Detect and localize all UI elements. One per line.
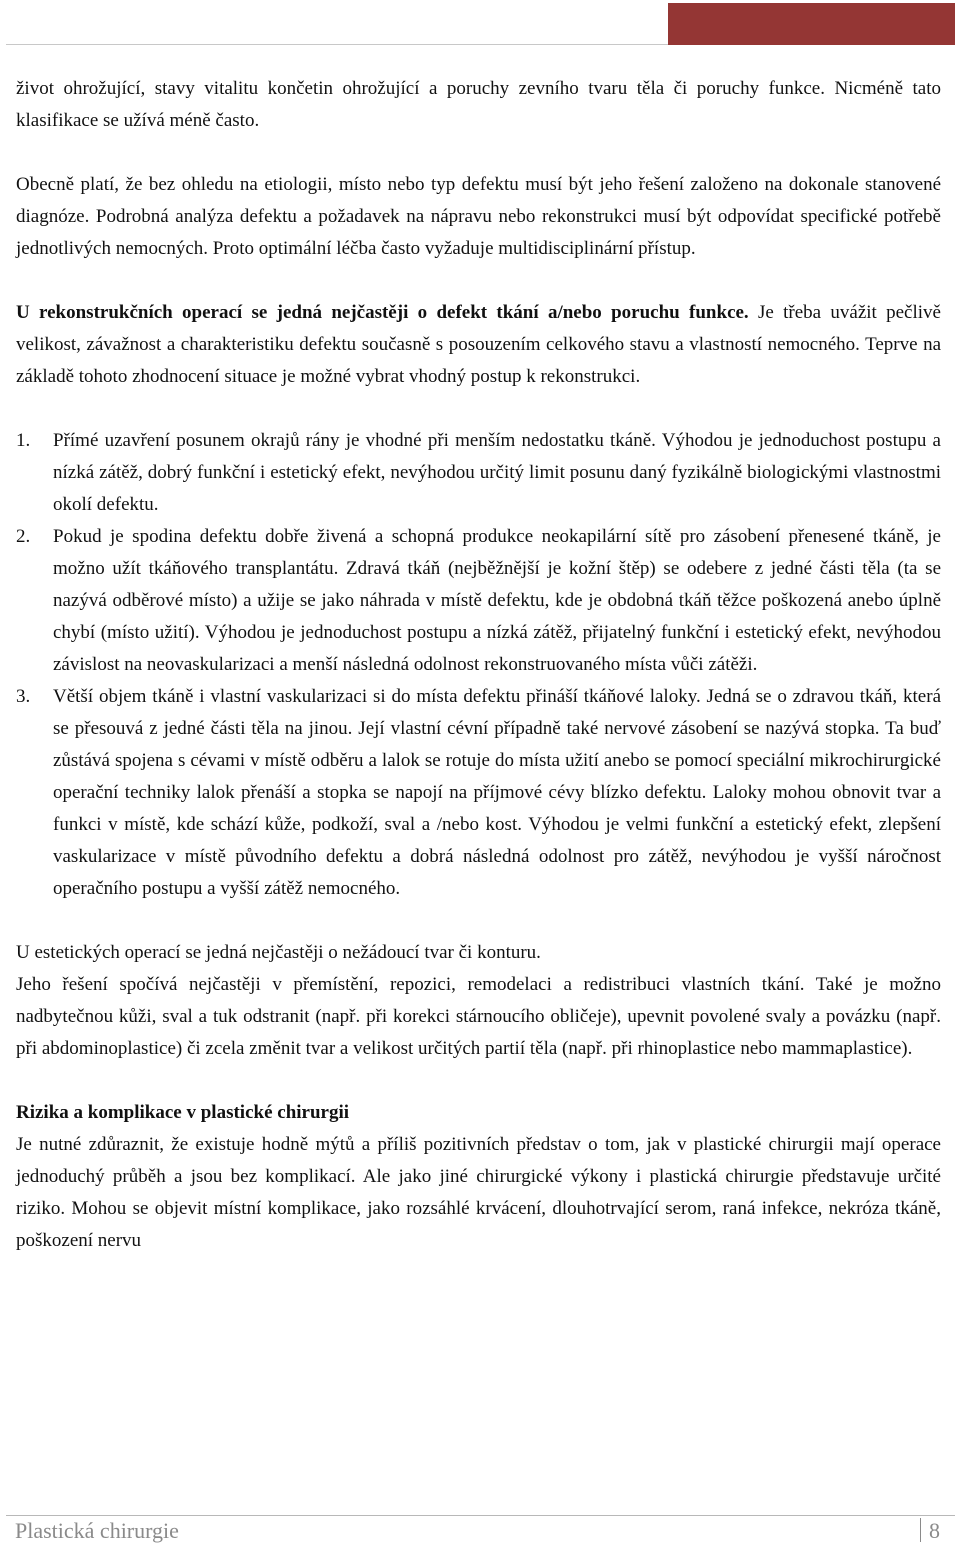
section-heading: Rizika a komplikace v plastické chirurgii [16,1102,350,1123]
paragraph-aesthetic: U estetických operací se jedná nejčastěji o nežádoucí tvar či konturu. [16,942,541,963]
page-number: 8 [929,1518,940,1543]
list-item-text: Větší objem tkáně i vlastní vaskularizaci si do místa defektu přináší tkáňové laloky. Jedná se o zdravou tkáň, která se přesouvá z jedné části těla na jinou. Její vlastní cévní případně také nervové zásobení se nazývá stopka. Ta buď zůstává spojena s cévami v místě odběru a lalok se rotuje do místa užití anebo se pomocí speciální mikrochirurgické operační techniky lalok přenáší a stopka se napojí na příjmové cévy blízko defektu. Laloky mohou obnovit tvar a funkci v místě, kde schází kůže, podkoží, sval a /nebo kost. Výhodou je velmi funkční a estetický efekt, zlepšení vaskularizace v místě původního defektu a dobrá následná odolnost pro zátěž, nevýhodou je vyšší náročnost operačního postupu a vyšší zátěž nemocného. [53,686,941,899]
reconstruction-text: Je třeba uvážit pečlivě velikost, závažnost a charakteristiku defektu současně s posouzením celkového stavu a vlastností nemocného. Teprve na základě tohoto zhodnocení situace je možné vybrat vhodný postup k rekonstrukci. [16,302,941,387]
list-item-number: 1. [16,430,31,451]
list-item [16,681,941,905]
page-content [16,73,941,1257]
reconstruction-lead: U rekonstrukčních operací se jedná nejčastěji o defekt tkání a/nebo poruchu funkce. [16,302,749,323]
list-item [16,521,941,681]
paragraph-diagnosis: Obecně platí, že bez ohledu na etiologii, místo nebo typ defektu musí být jeho řešení založeno na dokonale stanovené diagnóze. Podrobná analýza defektu a požadavek na nápravu nebo rekonstrukci musí být odpovídat specifické potřebě jednotlivých nemocných. Proto optimální léčba často vyžaduje multidisciplinární přístup. [16,174,941,259]
paragraph-reconstruction [16,297,941,393]
footer-rule [6,1515,955,1516]
footer-title: Plastická chirurgie [15,1518,179,1543]
paragraph-aesthetic-solution: Jeho řešení spočívá nejčastěji v přemístění, repozici, remodelaci a redistribuci vlastních tkání. Také je možno nadbytečnou kůži, sval a tuk odstranit (např. při korekci stárnoucího obličeje), upevnit povolené svaly a povázku (např. při abdominoplastice) či zcela změnit tvar a velikost určitých partií těla (např. při rhinoplastice nebo mammaplastice). [16,974,941,1059]
list-item-text: Pokud je spodina defektu dobře živená a schopná produkce neokapilární sítě pro zásobení přenesené tkáně, je možno užít tkáňového transplantátu. Zdravá tkáň (nejběžnější je kožní štěp) se odebere z jedné části těla (ta se nazývá odběrové místo) a užije se jako náhrada v místě defektu, kde je obdobná tkáň těžce poškozená anebo úplně chybí (místo užití). Výhodou je jednoduchost postupu a nízká zátěž, přijatelný funkční i estetický efekt, nevýhodou závislost na neovaskularizaci a menší následná odolnost rekonstruovaného místa vůči zátěži. [53,526,941,675]
header-rule [6,44,668,45]
footer-page [920,1518,940,1544]
paragraph-risks: Je nutné zdůraznit, že existuje hodně mýtů a příliš pozitivních představ o tom, jak v plastické chirurgii mají operace jednoduchý průběh a jsou bez komplikací. Ale jako jiné chirurgické výkony i plastická chirurgie představuje určité riziko. Mohou se objevit místní komplikace, jako rozsáhlé krvácení, dlouhotrvající serom, raná infekce, nekróza tkáně, poškození nervu [16,1134,941,1251]
list-item [16,425,941,521]
list-item-text: Přímé uzavření posunem okrajů rány je vhodné při menším nedostatku tkáně. Výhodou je jednoduchost postupu a nízká zátěž, dobrý funkční i estetický efekt, nevýhodou určitý limit posunu daný fyzikálně biologickými vlastnostmi okolí defektu. [53,430,941,515]
footer-separator [920,1518,921,1542]
paragraph-classification: život ohrožující, stavy vitalitu končetin ohrožující a poruchy zevního tvaru těla či poruchy funkce. Nicméně tato klasifikace se užívá méně často. [16,78,941,131]
header-accent-block [668,3,955,45]
reconstruction-methods-list [16,425,941,905]
list-item-number: 2. [16,526,31,547]
list-item-number: 3. [16,686,31,707]
